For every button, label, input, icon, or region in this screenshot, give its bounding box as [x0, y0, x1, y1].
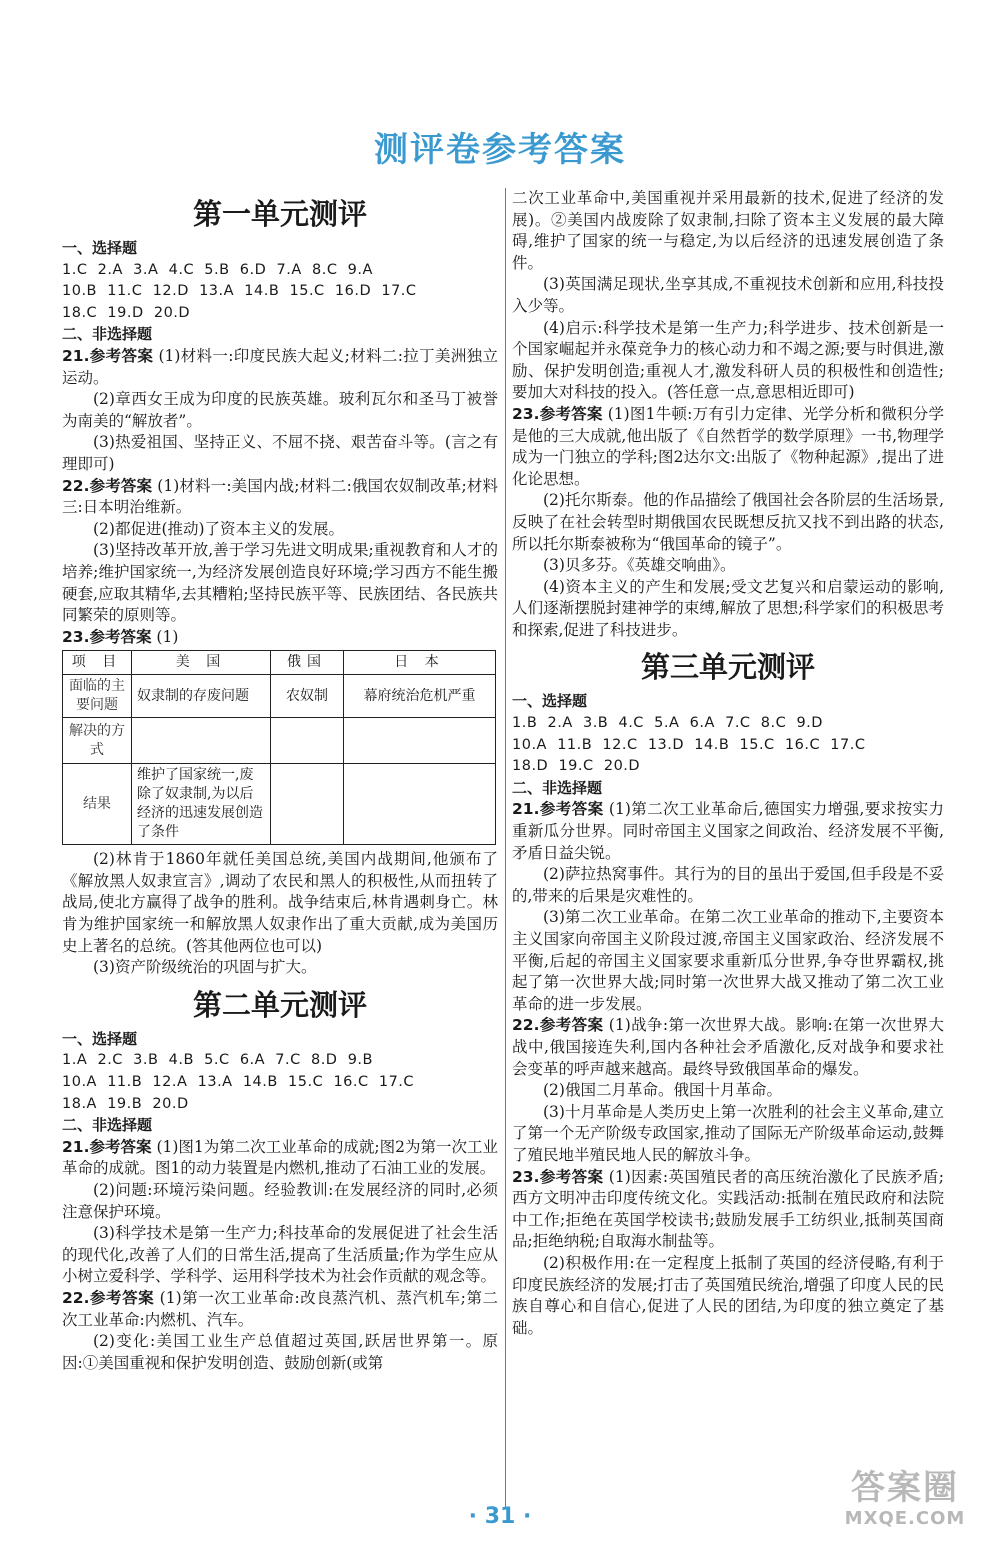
unit-2-section-choice: 一、选择题 [62, 1029, 138, 1048]
unit-2-section-nonchoice: 二、非选择题 [62, 1116, 153, 1135]
answer-text: (3)第二次工业革命。在第二次工业革命的推动下,主要资本主义国家向帝国主义阶段过渡,帝国主义国家政治、经济发展不平衡,后起的帝国主义国家要求重新瓜分世界,争夺世界霸权,挑起了第一次世界大战;同时第一次世界大战又推动了第二次工业革命的进一步发展。 [512, 908, 944, 1013]
answer-text: (2)变化:美国工业生产总值超过英国,跃居世界第一。原因:①美国重视和保护发明创造、鼓励创新(或第 [62, 1332, 498, 1372]
unit-3-title: 第三单元测评 [640, 650, 815, 685]
answer-label: 参考答案 [539, 1016, 604, 1035]
table-cell: 农奴制 [271, 675, 344, 718]
answer-text: (4)资本主义的产生和发展;受文艺复兴和启蒙运动的影响,人们逐渐摆脱封建神学的束缚,解放了思想;科学家们的积极思考和探索,促进了科技进步。 [512, 577, 944, 639]
page-number: · 31 · [468, 1504, 532, 1529]
unit-3-q23 [512, 1167, 944, 1253]
answer-label: 参考答案 [539, 800, 604, 819]
answer-text: (2)都促进(推动)了资本主义的发展。 [93, 519, 345, 538]
unit-2-q23 [512, 404, 944, 490]
unit-3-section-choice: 一、选择题 [512, 692, 588, 711]
answer-text: (1)第二次工业革命后,德国实力增强,要求按实力重新瓜分世界。同时帝国主义国家之间政治、经济发展不平衡,矛盾日益尖锐。 [512, 800, 944, 862]
page-title: 测评卷参考答案 [374, 130, 626, 170]
question-number: 21. [62, 346, 90, 365]
table-cell [344, 718, 496, 764]
unit-1-q22 [62, 476, 498, 519]
question-number: 22. [512, 1016, 540, 1035]
watermark-url: MXQE.COM [844, 1508, 966, 1529]
table-header: 项 目 [63, 651, 132, 675]
answer-text: (2)托尔斯泰。他的作品描绘了俄国社会各阶层的生活场景,反映了在社会转型时期俄国农民既想反抗又找不到出路的状态,所以托尔斯泰被称为“俄国革命的镜子”。 [512, 491, 944, 553]
answer-text: (2)俄国二月革命。俄国十月革命。 [543, 1081, 782, 1100]
answer-label: 参考答案 [89, 1288, 155, 1307]
table-cell [271, 718, 344, 764]
unit-1-title: 第一单元测评 [192, 197, 367, 231]
unit-3-mc-line: 18.D 19.C 20.D [512, 758, 641, 775]
table-cell [271, 764, 344, 845]
unit-3-q22 [512, 1015, 944, 1080]
unit-2-q22 [62, 1288, 498, 1331]
answer-text: (1)图1牛顿:万有引力定律、光学分析和微积分学是他的三大成就,他出版了《自然哲学的数学原理》一书,物理学成为一门独立的学科;图2达尔文:出版了《物种起源》,提出了进化论思想。 [512, 404, 944, 488]
unit-1-section-nonchoice: 二、非选择题 [62, 325, 153, 344]
table-header: 日 本 [344, 651, 496, 675]
question-number: 23. [512, 404, 540, 423]
answer-text: (3)科学技术是第一生产力;科技革命的发展促进了社会生活的现代化,改善了人们的日常生活,提高了生活质量;作为学生应从小树立爱科学、学科学、运用科学技术为社会作贡献的观念等。 [62, 1224, 498, 1286]
question-number: 22. [62, 1288, 90, 1307]
table-cell: 维护了国家统一,废除了奴隶制,为以后经济的迅速发展创造了条件 [132, 764, 271, 845]
unit-3-q21 [512, 799, 944, 864]
answer-text: (1)第一次工业革命:改良蒸汽机、蒸汽机车;第二次工业革命:内燃机、汽车。 [62, 1288, 498, 1329]
table-cell [344, 764, 496, 845]
table-cell: 幕府统治危机严重 [344, 675, 496, 718]
unit-1-q21 [62, 346, 498, 389]
answer-text: (2)萨拉热窝事件。其行为的目的虽出于爱国,但手段是不妥的,带来的后果是灾难性的。 [512, 865, 944, 905]
answer-text: (3)资产阶级统治的巩固与扩大。 [93, 958, 317, 977]
table-cell: 结果 [63, 764, 132, 845]
answer-label: 参考答案 [89, 1137, 152, 1156]
answer-text: (3)坚持改革开放,善于学习先进文明成果;重视教育和人才的培养;维护国家统一,为经济发展创造良好环境;学习西方不能生搬硬套,应取其精华,去其糟粕;坚持民族平等、民族团结、各民族共同繁荣的原则等。 [62, 541, 498, 625]
answer-label: 参考答案 [539, 1167, 604, 1186]
answer-text: (3)英国满足现状,坐享其成,不重视技术创新和应用,科技投入少等。 [512, 275, 944, 315]
answer-text: (1)图1为第二次工业革命的成就;图2为第一次工业革命的成就。图1的动力装置是内燃机,推动了石油工业的发展。 [62, 1137, 498, 1178]
question-number: 23. [62, 627, 90, 646]
answer-text: (3)十月革命是人类历史上第一次胜利的社会主义革命,建立了第一个无产阶级专政国家,推动了国际无产阶级革命运动,鼓舞了殖民地半殖民地人民的解放斗争。 [512, 1102, 944, 1164]
answer-text: (1)材料一:印度民族大起义;材料二:拉丁美洲独立运动。 [62, 346, 498, 387]
answer-text: (2)积极作用:在一定程度上抵制了英国的经济侵略,有利于印度民族经济的发展;打击了英国殖民统治,增强了印度人民的民族自尊心和自信心,促进了人民的团结,为印度的独立奠定了基础。 [512, 1253, 944, 1337]
unit-3-mc-line: 10.A 11.B 12.C 13.D 14.B 15.C 16.C 17.C [512, 736, 866, 753]
left-column [62, 188, 498, 1374]
unit-2-mc-line: 10.A 11.B 12.A 13.A 14.B 15.C 16.C 17.C [62, 1074, 415, 1091]
unit-1-mc-line: 10.B 11.C 12.D 13.A 14.B 15.C 16.D 17.C [62, 283, 417, 300]
table-cell: 面临的主要问题 [63, 675, 132, 718]
answer-text: (1)战争:第一次世界大战。影响:在第一次世界大战中,俄国接连失利,国内各种社会矛盾激化,反对战争和要求社会变革的呼声越来越高。最终导致俄国革命的爆发。 [512, 1016, 944, 1078]
answer-text: (2)章西女王成为印度的民族英雄。玻利瓦尔和圣马丁被誉为南美的“解放者”。 [62, 390, 498, 430]
answer-label: 参考答案 [539, 404, 603, 423]
unit-2-mc-line: 18.A 19.B 20.D [62, 1095, 189, 1112]
unit-3-mc-line: 1.B 2.A 3.B 4.C 5.A 6.A 7.C 8.C 9.D [512, 715, 823, 732]
table-row [63, 718, 496, 764]
answer-text: (1)材料一:美国内战;材料二:俄国农奴制改革;材料三:日本明治维新。 [62, 476, 498, 517]
right-column [512, 188, 944, 1339]
unit-1-q23 [62, 627, 498, 649]
column-divider [505, 188, 506, 1508]
table-cell: 解决的方式 [63, 718, 132, 764]
question-number: 21. [512, 800, 540, 819]
watermark-logo [820, 1468, 990, 1540]
table-cell: 奴隶制的存废问题 [132, 675, 271, 718]
unit-2-mc-line: 1.A 2.C 3.B 4.B 5.C 6.A 7.C 8.D 9.B [62, 1052, 373, 1069]
answer-text: (2)林肯于1860年就任美国总统,美国内战期间,他颁布了《解放黑人奴隶宣言》,调动了农民和黑人的积极性,从而扭转了战局,使北方赢得了战争的胜利。战争结束后,林肯遇刺身亡。林肯为维护国家统一和解放黑人奴隶作出了重大贡献,成为美国历史上著名的总统。(答其他两位也可以) [62, 850, 498, 955]
answer-text: (4)启示:科学技术是第一生产力;科学进步、技术创新是一个国家崛起并永葆竞争力的核心动力和不竭之源;要与时俱进,激励、保护发明创造;重视人才,激发科研人员的积极性和创造性;要加大对科技的投入。(答任意一点,意思相近即可) [512, 318, 944, 402]
unit-1-mc-line: 18.C 19.D 20.D [62, 304, 191, 321]
answer-text: (1) [156, 627, 179, 646]
answer-label: 参考答案 [89, 476, 153, 495]
answer-text: (1)因素:英国殖民者的高压统治激化了民族矛盾;西方文明冲击印度传统文化。实践活动:抵制在殖民政府和法院中工作;拒绝在英国学校读书;鼓励发展手工纺织业,抵制英国商品;拒绝纳税;自取海水制盐等。 [512, 1167, 944, 1251]
question-number: 22. [62, 476, 90, 495]
comparison-table [62, 650, 496, 845]
answer-text: (3)热爱祖国、坚持正义、不屈不挠、艰苦奋斗等。(言之有理即可) [62, 433, 498, 473]
unit-1-mc-line: 1.C 2.A 3.A 4.C 5.B 6.D 7.A 8.C 9.A [62, 261, 373, 278]
table-cell [132, 718, 271, 764]
question-number: 23. [512, 1167, 540, 1186]
unit-2-title: 第二单元测评 [192, 987, 367, 1022]
table-header-row [63, 651, 496, 675]
table-row [63, 675, 496, 718]
table-row [63, 764, 496, 845]
answer-text: (2)问题:环境污染问题。经验教训:在发展经济的同时,必须注意保护环境。 [62, 1181, 498, 1221]
question-number: 21. [62, 1137, 90, 1156]
answer-label: 参考答案 [89, 346, 154, 365]
unit-2-q21 [62, 1137, 498, 1180]
answer-text: 二次工业革命中,美国重视并采用最新的技术,促进了经济的发展)。②美国内战废除了奴隶制,扫除了资本主义发展的最大障碍,维护了国家的统一与稳定,为以后经济的迅速发展创造了条件。 [512, 189, 944, 272]
table-header: 俄国 [271, 651, 344, 675]
answer-text: (3)贝多芬。《英雄交响曲》。 [543, 556, 736, 575]
answer-label: 参考答案 [89, 627, 152, 646]
table-header: 美 国 [132, 651, 271, 675]
unit-1-section-choice: 一、选择题 [62, 239, 138, 257]
unit-3-section-nonchoice: 二、非选择题 [512, 778, 603, 797]
watermark-text: 答案圈 [851, 1468, 959, 1508]
